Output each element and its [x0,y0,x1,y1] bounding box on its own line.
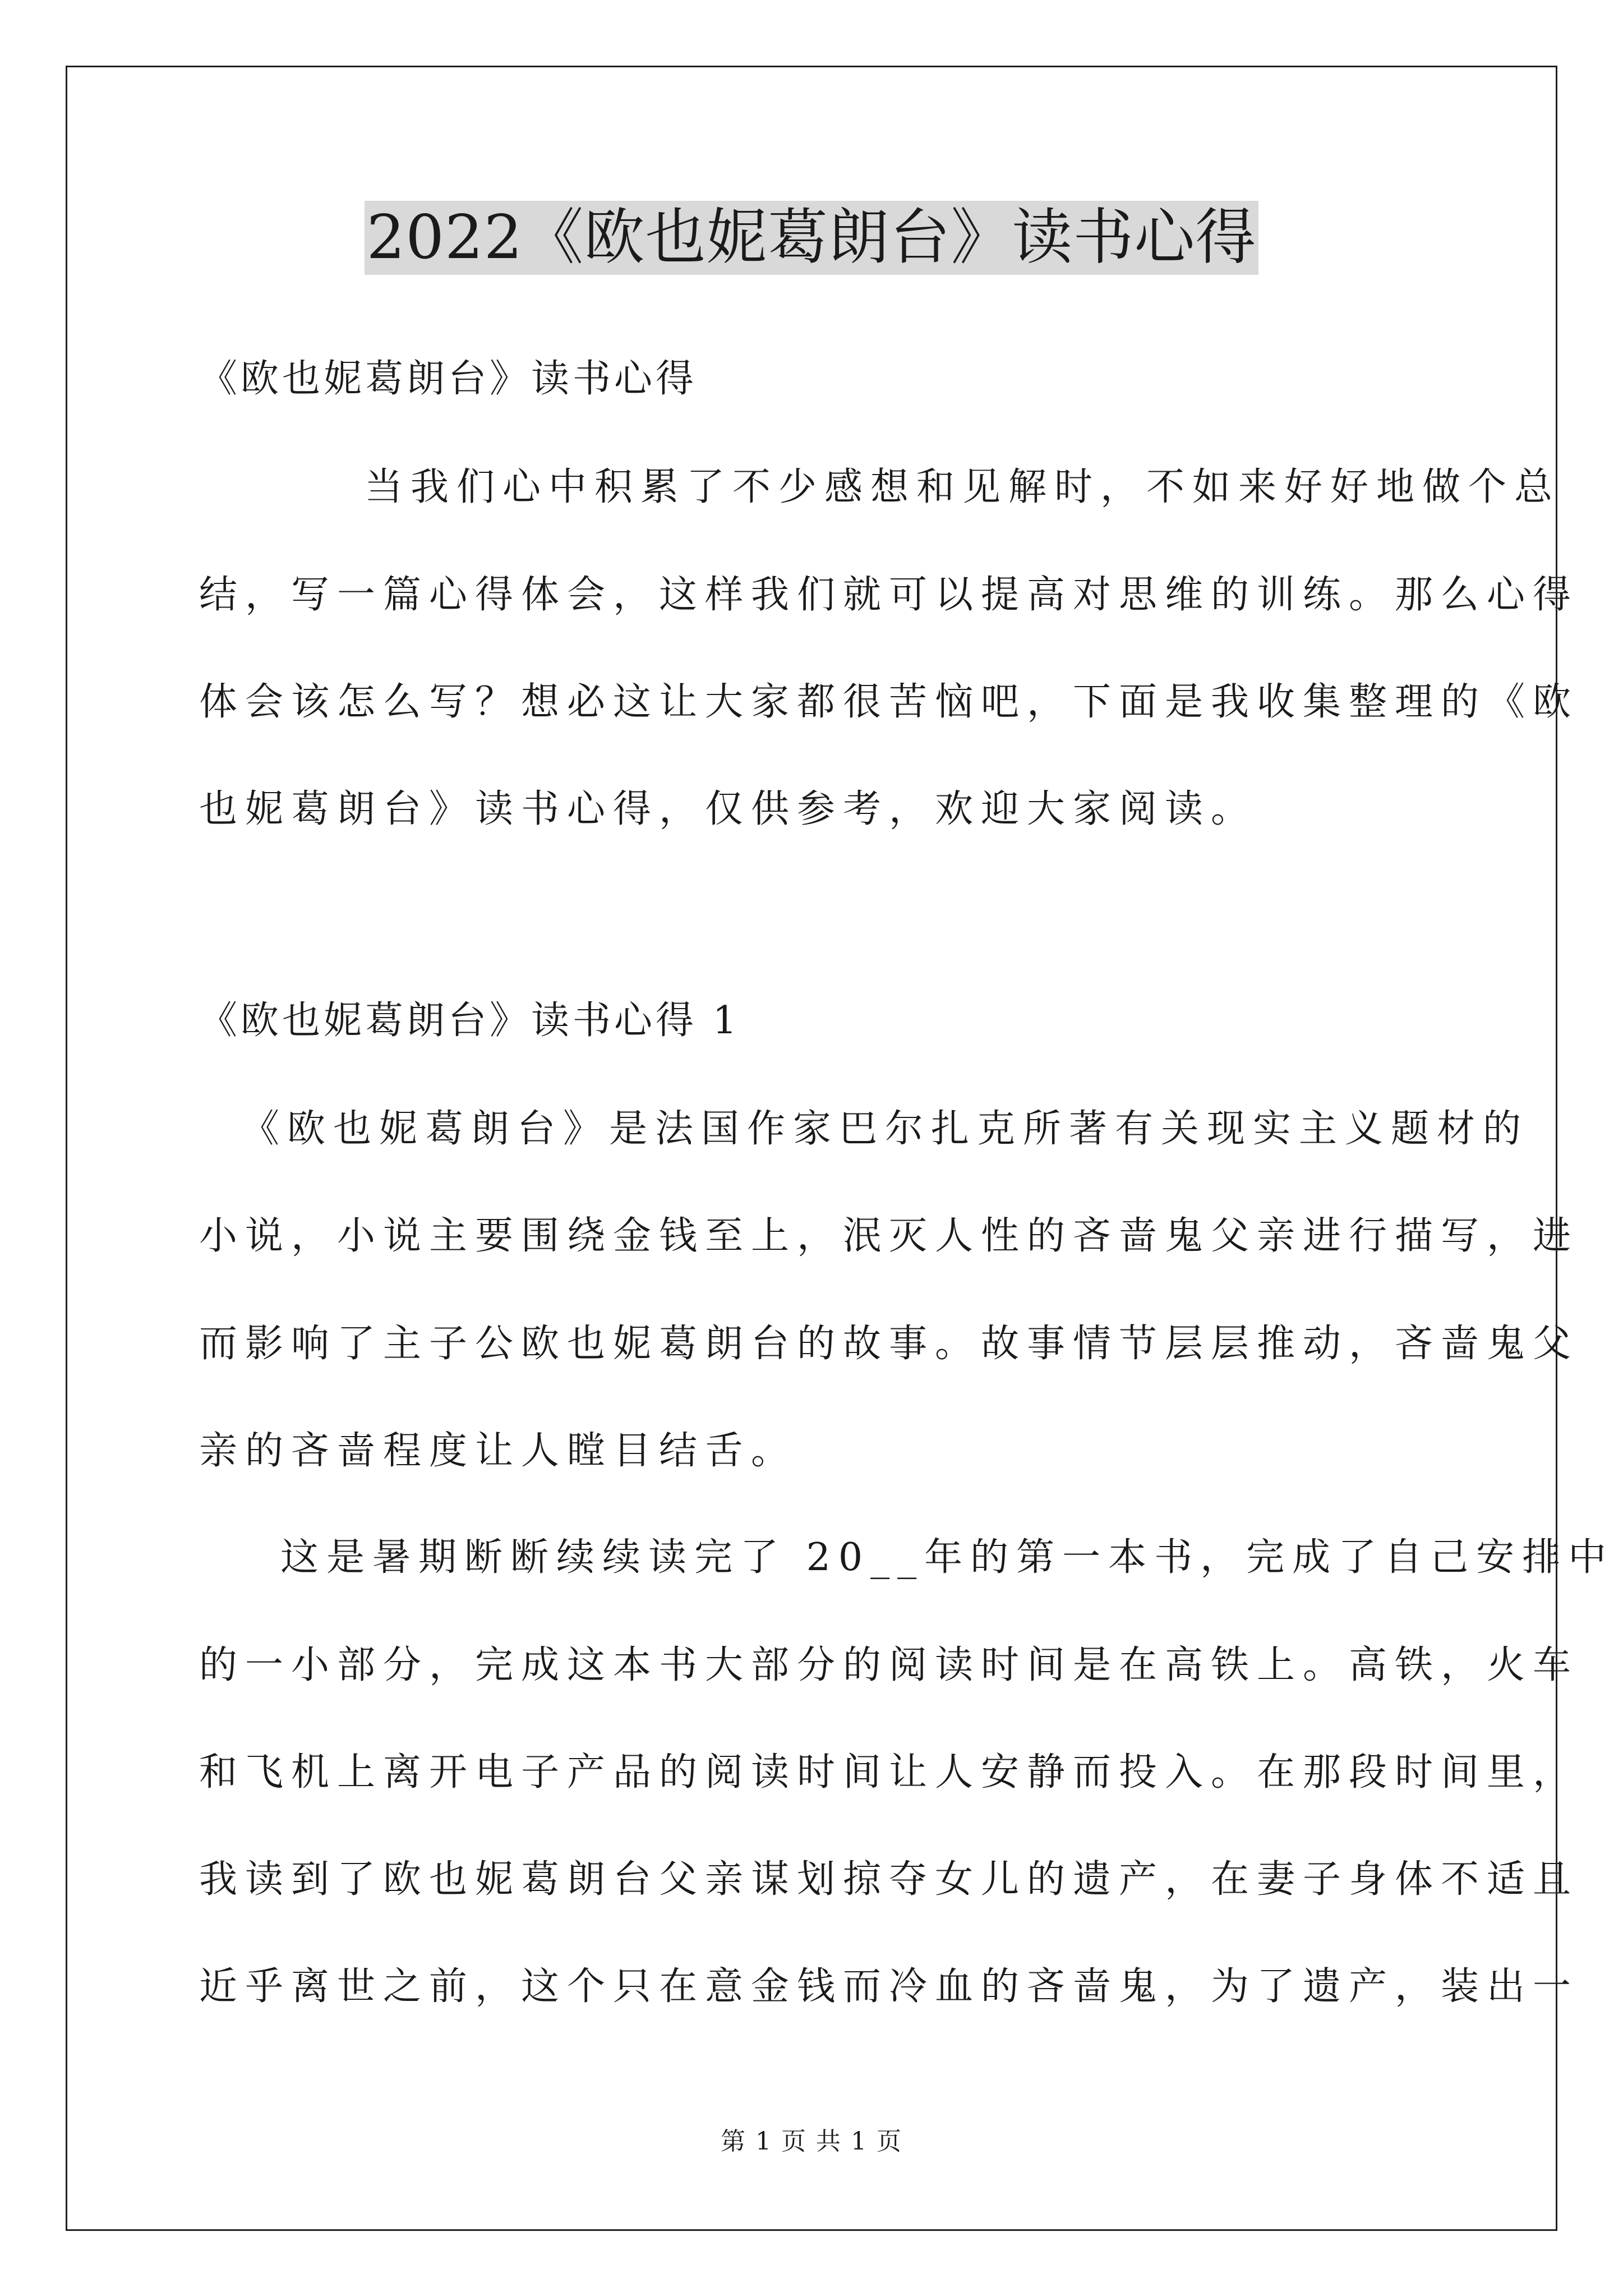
body-line: 近乎离世之前，这个只在意金钱而冷血的吝啬鬼，为了遗产，装出一 [199,1964,1579,2009]
page-number-footer: 第 1 页 共 1 页 [721,2127,902,2156]
body-line: 而影响了主子公欧也妮葛朗台的故事。故事情节层层推动，吝啬鬼父 [199,1322,1579,1366]
title-container [0,201,1623,275]
intro-heading: 《欧也妮葛朗台》读书心得 [199,357,698,401]
body-line: 小说，小说主要围绕金钱至上，泯灭人性的吝啬鬼父亲进行描写，进 [199,1214,1579,1258]
body-line: 的一小部分，完成这本书大部分的阅读时间是在高铁上。高铁，火车 [199,1643,1579,1687]
body-line: 亲的吝啬程度让人瞠目结舌。 [199,1429,797,1473]
intro-line: 结，写一篇心得体会，这样我们就可以提高对思维的训练。那么心得 [199,573,1579,617]
intro-line: 也妮葛朗台》读书心得，仅供参考，欢迎大家阅读。 [199,787,1257,831]
document-title: 2022《欧也妮葛朗台》读书心得 [365,201,1259,275]
intro-line: 体会该怎么写？想必这让大家都很苦恼吧，下面是我收集整理的《欧 [199,680,1579,724]
body-line: 我读到了欧也妮葛朗台父亲谋划掠夺女儿的遗产，在妻子身体不适且 [199,1857,1579,1902]
body-line: 和飞机上离开电子产品的阅读时间让人安静而投入。在那段时间里， [199,1750,1579,1795]
intro-line: 当我们心中积累了不少感想和见解时，不如来好好地做个总 [365,465,1561,509]
section1-heading: 《欧也妮葛朗台》读书心得 1 [199,999,740,1043]
body-line: 《欧也妮葛朗台》是法国作家巴尔扎克所著有关现实主义题材的 [241,1107,1529,1151]
body-line: 这是暑期断断续续读完了 20__年的第一本书，完成了自己安排中 [280,1535,1615,1580]
